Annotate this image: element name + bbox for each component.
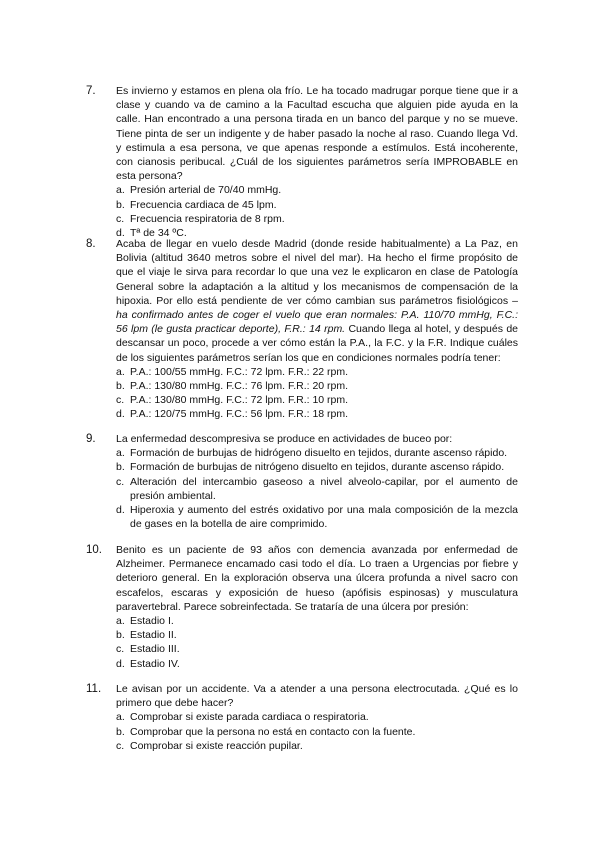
question-number: 7. bbox=[86, 85, 96, 97]
question-11 bbox=[86, 682, 518, 753]
option-letter: d. bbox=[116, 504, 125, 517]
question-7 bbox=[86, 84, 518, 240]
option-text: P.A.: 120/75 mmHg. F.C.: 56 lpm. F.R.: 18 rpm. bbox=[130, 408, 349, 421]
option-text: Estadio III. bbox=[130, 643, 180, 656]
option-letter: d. bbox=[116, 227, 125, 240]
question-8 bbox=[86, 237, 518, 422]
question-stem: Es invierno y estamos en plena ola frío. Le ha tocado madrugar porque tiene que ir a clase y cuando va de camino a la Facultad escucha que alguien pide ayuda en la calle. Han encontrado a una persona tirada en un banco del parque y no se mueve. Tiene pinta de ser un indigente y de haber pasado la noche al raso. Cuando llega Vd. y estimula a esa persona, ve que apenas responde a estímulos. Está incoherente, con cianosis peribucal. ¿Cuál de los siguientes parámetros sería IMPROBABLE en esta persona? bbox=[116, 85, 518, 183]
option-d[interactable] bbox=[116, 503, 518, 531]
option-letter: d. bbox=[116, 408, 125, 421]
option-b[interactable] bbox=[116, 725, 518, 739]
option-c[interactable] bbox=[116, 739, 518, 753]
option-letter: d. bbox=[116, 657, 125, 670]
option-b[interactable] bbox=[116, 198, 518, 212]
question-stem bbox=[116, 237, 518, 365]
option-b[interactable] bbox=[116, 460, 518, 474]
question-number: 8. bbox=[86, 238, 96, 250]
option-d[interactable] bbox=[116, 657, 518, 671]
question-stem: Benito es un paciente de 93 años con demencia avanzada por enfermedad de Alzheimer. Permanece encamado casi todo el día. Lo traen a Urgencias por fiebre y deterioro general. En la exploración observa una úlcera profunda a nivel sacro con escafelos, escaras y exposición de hueso (apófisis espinosas) y musculatura paravertebral. Parece sobreinfectada. Se trataría de una úlcera por presión: bbox=[116, 544, 518, 613]
stem-text: Acaba de llegar en vuelo desde Madrid (donde reside habitualmente) a La Paz, en Bolivia (altitud 3640 metros sobre el nivel del mar). Ha hecho el firme propósito de que el viaje le sirva para recordar lo que una vez le explicaron en clase de Patología General sobre la adaptación a la altitud y los mecanismos de compensación de la hipoxia. Por ello está pendiente de ver cómo cambian sus parámetros fisiológicos – bbox=[116, 238, 518, 307]
stem-text: Cuando llega al hotel, y después de descansar un poco, procede a ver cómo están la P.A., la F.C. y la F.R. Indique cuáles de los siguientes parámetros serían los que en condiciones normales podría tener: bbox=[116, 323, 518, 364]
option-d[interactable] bbox=[116, 407, 518, 421]
option-text: Alteración del intercambio gaseoso a nivel alveolo-capilar, por el aumento de presión ambiental. bbox=[130, 475, 518, 502]
options-list bbox=[116, 614, 518, 671]
option-text: Presión arterial de 70/40 mmHg. bbox=[130, 184, 282, 197]
option-letter: a. bbox=[116, 711, 125, 724]
option-a[interactable] bbox=[116, 710, 518, 724]
option-text: P.A.: 130/80 mmHg. F.C.: 76 lpm. F.R.: 20 rpm. bbox=[130, 380, 349, 393]
option-text: Tª de 34 ºC. bbox=[130, 227, 187, 240]
option-text: Frecuencia cardiaca de 45 lpm. bbox=[130, 198, 277, 211]
option-c[interactable] bbox=[116, 475, 518, 503]
option-text: Estadio II. bbox=[130, 629, 177, 642]
option-text: P.A.: 130/80 mmHg. F.C.: 72 lpm. F.R.: 10 rpm. bbox=[130, 394, 349, 407]
option-text: Formación de burbujas de nitrógeno disuelto en tejidos, durante ascenso rápido. bbox=[130, 461, 505, 474]
option-letter: c. bbox=[116, 394, 125, 407]
question-number: 11. bbox=[86, 683, 102, 695]
option-letter: c. bbox=[116, 212, 125, 225]
option-a[interactable] bbox=[116, 614, 518, 628]
option-a[interactable] bbox=[116, 365, 518, 379]
option-text: Frecuencia respiratoria de 8 rpm. bbox=[130, 212, 285, 225]
option-letter: a. bbox=[116, 615, 125, 628]
option-letter: b. bbox=[116, 725, 125, 738]
option-text: Comprobar que la persona no está en contacto con la fuente. bbox=[130, 725, 416, 738]
option-b[interactable] bbox=[116, 379, 518, 393]
question-stem: La enfermedad descompresiva se produce en actividades de buceo por: bbox=[116, 433, 453, 445]
option-text: Estadio I. bbox=[130, 615, 174, 628]
options-list bbox=[116, 446, 518, 531]
option-letter: c. bbox=[116, 739, 125, 752]
option-c[interactable] bbox=[116, 212, 518, 226]
option-text: Formación de burbujas de hidrógeno disuelto en tejidos, durante ascenso rápido. bbox=[130, 447, 508, 460]
option-text: Comprobar si existe parada cardiaca o respiratoria. bbox=[130, 711, 369, 724]
option-letter: b. bbox=[116, 461, 125, 474]
option-text: Hiperoxia y aumento del estrés oxidativo por una mala composición de la mezcla de gases en la botella de aire comprimido. bbox=[130, 504, 518, 531]
options-list bbox=[116, 183, 518, 240]
question-9 bbox=[86, 432, 518, 531]
question-number: 10. bbox=[86, 544, 102, 556]
question-number: 9. bbox=[86, 433, 96, 445]
option-a[interactable] bbox=[116, 446, 518, 460]
option-letter: a. bbox=[116, 447, 125, 460]
option-letter: c. bbox=[116, 475, 125, 488]
question-10 bbox=[86, 543, 518, 671]
stem-italic-text: ha confirmado antes de coger el vuelo que eran normales: P.A. 110/70 mmHg, F.C.: 56 lpm (le gusta practicar deporte), F.R.: 14 rpm. bbox=[116, 309, 518, 336]
option-letter: b. bbox=[116, 198, 125, 211]
option-c[interactable] bbox=[116, 393, 518, 407]
option-b[interactable] bbox=[116, 628, 518, 642]
option-letter: a. bbox=[116, 365, 125, 378]
options-list bbox=[116, 710, 518, 753]
option-a[interactable] bbox=[116, 183, 518, 197]
option-letter: b. bbox=[116, 629, 125, 642]
question-stem: Le avisan por un accidente. Va a atender a una persona electrocutada. ¿Qué es lo primero que debe hacer? bbox=[116, 683, 518, 710]
option-text: Comprobar si existe reacción pupilar. bbox=[130, 739, 303, 752]
option-text: P.A.: 100/55 mmHg. F.C.: 72 lpm. F.R.: 22 rpm. bbox=[130, 365, 349, 378]
option-c[interactable] bbox=[116, 642, 518, 656]
option-letter: c. bbox=[116, 643, 125, 656]
option-letter: b. bbox=[116, 380, 125, 393]
option-text: Estadio IV. bbox=[130, 657, 180, 670]
option-letter: a. bbox=[116, 184, 125, 197]
options-list bbox=[116, 365, 518, 422]
